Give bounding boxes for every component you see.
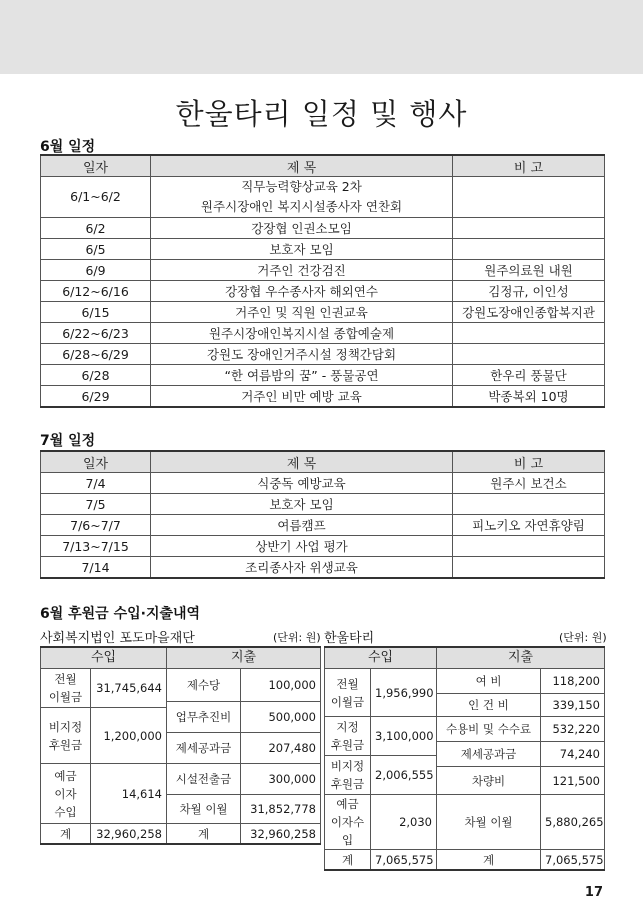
cell-title: 보호자 모임 [151, 239, 453, 260]
income-value: 1,956,990 [371, 669, 437, 717]
total-expense: 7,065,575 [541, 850, 605, 871]
cell-date: 6/12~6/16 [41, 281, 151, 302]
table-header-row [325, 647, 605, 669]
page-number: 17 [584, 885, 603, 900]
expense-value: 500,000 [241, 702, 321, 733]
cell-date: 6/5 [41, 239, 151, 260]
cell-title [151, 177, 453, 218]
right-org-name: 한울타리 [324, 631, 375, 646]
table-row [41, 177, 605, 218]
label-line: 지정 [336, 720, 359, 734]
label-line: 전월 [54, 672, 77, 686]
cell-note [453, 536, 605, 557]
income-label [41, 669, 91, 708]
finance-heading: 6월 후원금 수입·지출내역 [40, 606, 201, 622]
income-label [325, 717, 371, 756]
cell-date: 7/14 [41, 557, 151, 579]
label-line: 후원금 [48, 737, 83, 752]
expense-label: 차월 이월 [167, 795, 241, 824]
cell-title: 거주인 비만 예방 교육 [151, 386, 453, 408]
cell-date: 6/28~6/29 [41, 344, 151, 365]
income-label [325, 669, 371, 717]
label-line: 후원금 [330, 777, 365, 791]
table-row [41, 764, 321, 795]
expense-label: 차량비 [437, 767, 541, 795]
expense-label: 제수당 [167, 669, 241, 702]
left-unit: (단위: 원) [273, 631, 321, 644]
june-heading: 6월 일정 [40, 139, 96, 155]
expense-label: 여 비 [437, 669, 541, 694]
table-row [41, 669, 321, 702]
table-header-row [41, 451, 605, 473]
cell-note: 원주의료원 내원 [453, 260, 605, 281]
total-expense: 32,960,258 [241, 824, 321, 845]
expense-label: 시설전출금 [167, 764, 241, 795]
header-band [0, 0, 643, 74]
table-row [41, 386, 605, 408]
label-line: 수입 [54, 804, 77, 819]
expense-label: 제세공과금 [437, 742, 541, 767]
cell-title: 조리종사자 위생교육 [151, 557, 453, 579]
expense-value: 5,880,265 [541, 795, 605, 850]
income-label [325, 756, 371, 795]
expense-value: 121,500 [541, 767, 605, 795]
cell-date: 6/15 [41, 302, 151, 323]
expense-value: 118,200 [541, 669, 605, 694]
income-value: 31,745,644 [91, 669, 167, 708]
total-income: 32,960,258 [91, 824, 167, 845]
expense-label: 수용비 및 수수료 [437, 717, 541, 742]
cell-note: 박종복외 10명 [453, 386, 605, 408]
income-value: 2,006,555 [371, 756, 437, 795]
table-row [41, 239, 605, 260]
label-line: 이월금 [330, 694, 365, 709]
expense-value: 207,480 [241, 733, 321, 764]
cell-note: 김정규, 이인성 [453, 281, 605, 302]
cell-note [453, 344, 605, 365]
table-header-row [41, 647, 321, 669]
label-line: 전월 [336, 676, 359, 691]
label-line: 이월금 [48, 690, 83, 704]
cell-date: 7/13~7/15 [41, 536, 151, 557]
table-row [41, 281, 605, 302]
header-note: 비 고 [453, 155, 605, 177]
cell-title: 보호자 모임 [151, 494, 453, 515]
cell-date: 7/6~7/7 [41, 515, 151, 536]
table-row [41, 302, 605, 323]
cell-title: 여름캠프 [151, 515, 453, 536]
expense-value: 31,852,778 [241, 795, 321, 824]
cell-title: 거주인 건강검진 [151, 260, 453, 281]
cell-title: 상반기 사업 평가 [151, 536, 453, 557]
total-label: 계 [437, 850, 541, 871]
expense-label: 업무추진비 [167, 702, 241, 733]
header-date: 일자 [41, 451, 151, 473]
table-row [41, 323, 605, 344]
june-schedule-table [40, 154, 605, 408]
cell-note [453, 239, 605, 260]
july-schedule-table [40, 450, 605, 579]
total-label: 계 [41, 824, 91, 845]
cell-title: 강장협 우수종사자 해외연수 [151, 281, 453, 302]
table-row [41, 365, 605, 386]
cell-note: 피노키오 자연휴양림 [453, 515, 605, 536]
table-row [41, 218, 605, 239]
label-line: 비지정 [330, 759, 365, 773]
label-line: 예금 [336, 797, 359, 811]
cell-date: 6/29 [41, 386, 151, 408]
right-finance-table [324, 646, 605, 871]
label-line: 이자수입 [330, 815, 365, 847]
expense-label: 차월 이월 [437, 795, 541, 850]
header-expense: 지출 [437, 647, 605, 669]
expense-value: 339,150 [541, 694, 605, 717]
left-org-name: 사회복지법인 포도마을재단 [40, 631, 195, 646]
income-label [325, 795, 371, 850]
expense-label: 인 건 비 [437, 694, 541, 717]
expense-value: 100,000 [241, 669, 321, 702]
expense-label: 제세공과금 [167, 733, 241, 764]
label-line: 예금 [54, 768, 77, 783]
expense-value: 532,220 [541, 717, 605, 742]
income-label [41, 708, 91, 764]
cell-date: 6/28 [41, 365, 151, 386]
page-title: 한울타리 일정 및 행사 [175, 97, 468, 131]
cell-note [453, 218, 605, 239]
cell-note [453, 323, 605, 344]
table-row [41, 344, 605, 365]
cell-date: 7/5 [41, 494, 151, 515]
table-row [325, 669, 605, 694]
cell-note: 강원도장애인종합복지관 [453, 302, 605, 323]
label-line: 비지정 [48, 719, 83, 734]
income-value: 1,200,000 [91, 708, 167, 764]
table-row [41, 260, 605, 281]
cell-title: 강장협 인권소모임 [151, 218, 453, 239]
expense-value: 300,000 [241, 764, 321, 795]
header-note: 비 고 [453, 451, 605, 473]
july-heading: 7월 일정 [40, 433, 96, 449]
income-value: 2,030 [371, 795, 437, 850]
left-finance-table [40, 646, 321, 845]
income-value: 14,614 [91, 764, 167, 824]
table-row [41, 536, 605, 557]
cell-note [453, 177, 605, 218]
total-income: 7,065,575 [371, 850, 437, 871]
total-label: 계 [167, 824, 241, 845]
header-title: 제 목 [151, 451, 453, 473]
cell-date: 6/1~6/2 [41, 177, 151, 218]
cell-note: 한우리 풍물단 [453, 365, 605, 386]
income-value: 3,100,000 [371, 717, 437, 756]
table-row [41, 557, 605, 579]
header-income: 수입 [325, 647, 437, 669]
cell-note [453, 557, 605, 579]
cell-title: 거주인 및 직원 인권교육 [151, 302, 453, 323]
cell-date: 6/9 [41, 260, 151, 281]
label-line: 이자 [54, 786, 77, 801]
cell-title-line: 원주시장애인 복지시설종사자 연찬회 [200, 199, 403, 214]
header-date: 일자 [41, 155, 151, 177]
income-label [41, 764, 91, 824]
table-header-row [41, 155, 605, 177]
table-row [325, 717, 605, 742]
total-label: 계 [325, 850, 371, 871]
expense-value: 74,240 [541, 742, 605, 767]
total-row [41, 824, 321, 845]
cell-title: 강원도 장애인거주시설 정책간담회 [151, 344, 453, 365]
cell-note [453, 494, 605, 515]
right-unit: (단위: 원) [559, 631, 607, 644]
table-row [41, 494, 605, 515]
cell-date: 7/4 [41, 473, 151, 494]
cell-date: 6/2 [41, 218, 151, 239]
label-line: 후원금 [330, 738, 365, 752]
cell-title: “한 여름밤의 꿈” - 풍물공연 [151, 365, 453, 386]
cell-title: 식중독 예방교육 [151, 473, 453, 494]
cell-title: 원주시장애인복지시설 종합예술제 [151, 323, 453, 344]
table-row [41, 515, 605, 536]
table-row [41, 473, 605, 494]
cell-title-line: 직무능력향상교육 2차 [241, 179, 362, 194]
header-income: 수입 [41, 647, 167, 669]
cell-note: 원주시 보건소 [453, 473, 605, 494]
header-expense: 지출 [167, 647, 321, 669]
cell-date: 6/22~6/23 [41, 323, 151, 344]
total-row [325, 850, 605, 871]
header-title: 제 목 [151, 155, 453, 177]
